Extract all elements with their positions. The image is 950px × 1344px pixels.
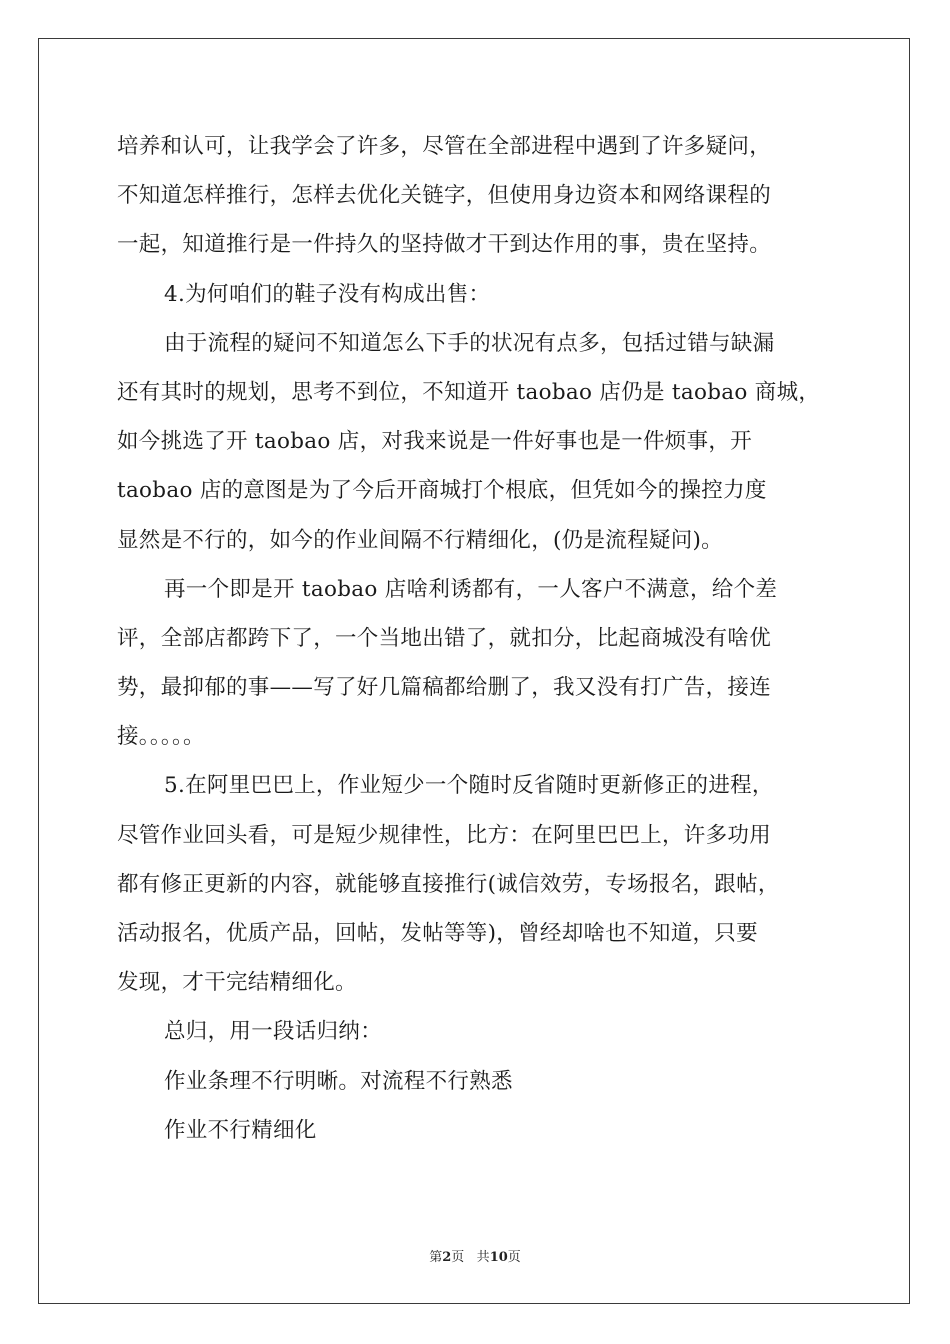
text-line: 5.在阿里巴巴上，作业短少一个随时反省随时更新修正的进程， [164, 773, 774, 799]
text-line: 培养和认可，让我学会了许多，尽管在全部进程中遇到了许多疑问， [117, 134, 772, 159]
text-line: 接。。。。。 [117, 724, 205, 750]
text-line: 活动报名，优质产品，回帖，发帖等等)，曾经却啥也不知道，只要 [117, 921, 758, 946]
footer-page-number: 2 [442, 1250, 452, 1265]
text-line: 作业条理不行明晰。对流程不行熟悉 [164, 1068, 513, 1094]
text-line: taobao 店的意图是为了今后开商城打个根底，但凭如今的操控力度 [117, 478, 767, 504]
text-line: 由于流程的疑问不知道怎么下手的状况有点多，包括过错与缺漏 [164, 330, 775, 356]
text-line: 4.为何咱们的鞋子没有构成出售： [164, 281, 491, 307]
text-line: 评，全部店都跨下了，一个当地出错了，就扣分，比起商城没有啥优 [117, 625, 772, 651]
text-line: 如今挑选了开 taobao 店，对我来说是一件好事也是一件烦事，开 [117, 429, 752, 455]
text-line: 尽管作业回头看，可是短少规律性，比方：在阿里巴巴上，许多功用 [117, 822, 772, 848]
footer-page-suffix: 页 [451, 1250, 465, 1265]
text-line: 再一个即是开 taobao 店啥利诱都有，一人客户不满意，给个差 [164, 576, 778, 602]
text-line: 作业不行精细化 [164, 1117, 317, 1143]
document-body [117, 122, 837, 1155]
text-line: 总归，用一段话归纳： [164, 1019, 383, 1045]
text-line: 不知道怎样推行，怎样去优化关链字，但使用身边资本和网络课程的 [117, 183, 772, 209]
page-footer [0, 1246, 950, 1265]
text-line: 还有其时的规划，思考不到位，不知道开 taobao 店仍是 taobao 商城， [117, 379, 821, 405]
text-line: 一起，知道推行是一件持久的坚持做才干到达作用的事，贵在坚持。 [117, 232, 772, 258]
footer-total-number: 10 [489, 1250, 508, 1265]
text-line: 发现，才干完结精细化。 [117, 970, 357, 996]
footer-page-prefix: 第 [429, 1250, 443, 1265]
text-line: 势，最抑郁的事——写了好几篇稿都给删了，我又没有打广告，接连 [117, 675, 772, 701]
footer-total-suffix: 页 [507, 1250, 521, 1265]
footer-total-prefix: 共 [476, 1250, 490, 1265]
text-line: 显然是不行的，如今的作业间隔不行精细化，(仍是流程疑问)。 [117, 527, 723, 553]
text-line: 都有修正更新的内容，就能够直接推行(诚信效劳，专场报名，跟帖， [117, 871, 780, 897]
